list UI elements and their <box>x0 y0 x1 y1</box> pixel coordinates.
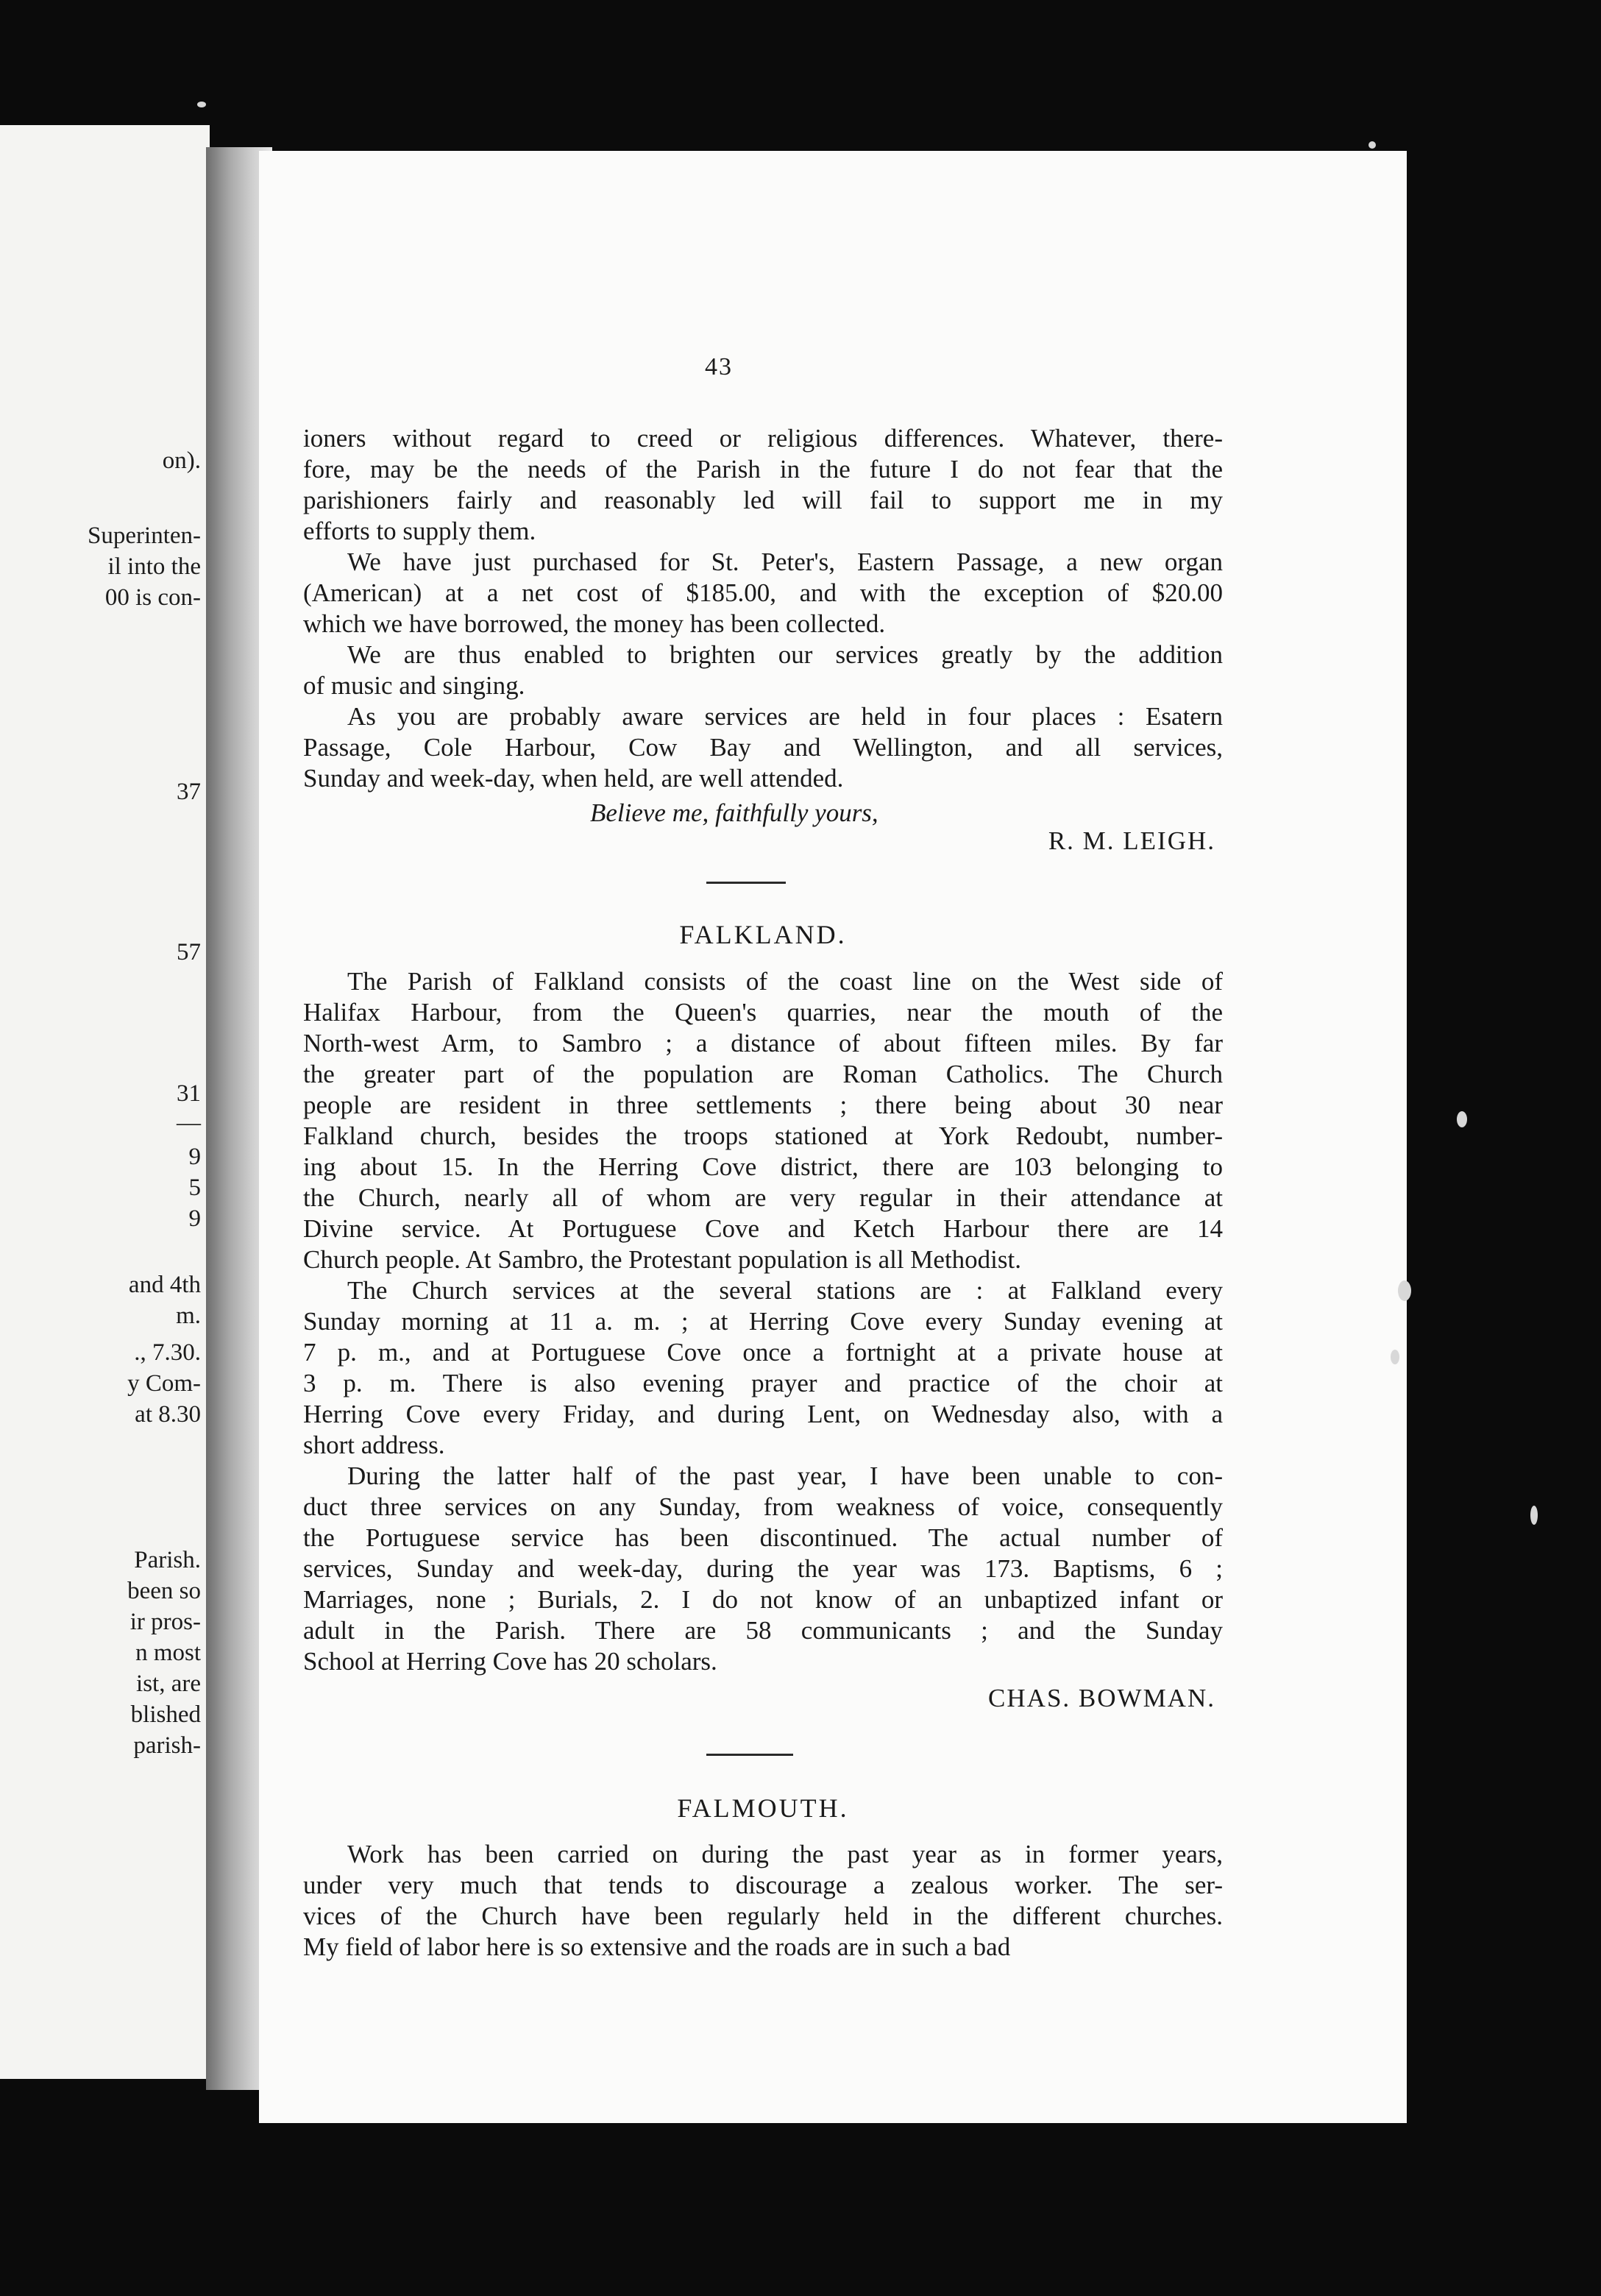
text-line: the Church, nearly all of whom are very regular in their attendance at <box>303 1183 1223 1212</box>
text-line: The Parish of Falkland consists of the coast line on the West side of <box>347 967 1223 996</box>
text-line: Falkland church, besides the troops stationed at York Redoubt, number- <box>303 1122 1223 1150</box>
text-line: parishioners fairly and reasonably led will fail to support me in my <box>303 486 1223 514</box>
text-line: Halifax Harbour, from the Queen's quarries, near the mouth of the <box>303 998 1223 1027</box>
text-line: Divine service. At Portuguese Cove and Ketch Harbour there are 14 <box>303 1214 1223 1243</box>
leigh-paragraph-4 <box>303 701 1223 794</box>
text-line: fore, may be the needs of the Parish in the future I do not fear that the <box>303 455 1223 483</box>
text-line: Herring Cove every Friday, and during Lent, on Wednesday also, with a <box>303 1400 1223 1428</box>
text-line: efforts to supply them. <box>303 517 536 545</box>
left-page-fragment: ir pros- <box>129 1609 201 1635</box>
text-line: North-west Arm, to Sambro ; a distance of about fifteen miles. By far <box>303 1029 1223 1057</box>
text-line: Sunday and week-day, when held, are well attended. <box>303 764 844 793</box>
left-page-fragment: blished <box>130 1701 201 1728</box>
section-divider <box>706 1754 793 1756</box>
text-line: My field of labor here is so extensive and the roads are in such a bad <box>303 1932 1011 1961</box>
dust-speck <box>1391 1350 1399 1364</box>
text-line: ioners without regard to creed or religious differences. Whatever, there- <box>303 424 1223 453</box>
dust-speck <box>1398 1280 1411 1301</box>
left-page-fragment: ist, are <box>136 1670 201 1697</box>
dust-speck <box>1369 141 1376 149</box>
dust-speck <box>1457 1111 1467 1127</box>
left-page <box>0 125 210 2079</box>
right-page <box>259 151 1407 2123</box>
falkland-paragraph-1 <box>303 966 1223 1275</box>
left-page-fragment: n most <box>135 1640 201 1666</box>
left-page-fragment: ., 7.30. <box>134 1339 201 1366</box>
left-page-fragment: 9 <box>188 1144 201 1170</box>
text-line: Church people. At Sambro, the Protestant population is all Methodist. <box>303 1245 1022 1274</box>
left-page-fragment: — <box>177 1110 201 1136</box>
heading-falkland: FALKLAND. <box>679 920 847 949</box>
text-line: short address. <box>303 1431 445 1459</box>
falmouth-paragraph-1 <box>303 1839 1223 1963</box>
text-line: the Portuguese service has been discontinued. The actual number of <box>303 1523 1223 1552</box>
left-page-fragment: 31 <box>177 1080 201 1107</box>
left-page-fragment: 57 <box>177 939 201 965</box>
left-page-fragment: 9 <box>188 1205 201 1232</box>
falkland-paragraph-2 <box>303 1275 1223 1461</box>
signature-leigh: R. M. LEIGH. <box>1048 826 1215 855</box>
text-line: 3 p. m. There is also evening prayer and practice of the choir at <box>303 1369 1223 1397</box>
closing-line: Believe me, faithfully yours, <box>590 798 878 827</box>
text-line: ing about 15. In the Herring Cove district, there are 103 belonging to <box>303 1152 1223 1181</box>
dust-speck <box>1530 1506 1538 1525</box>
left-page-fragment: m. <box>176 1303 201 1329</box>
left-page-fragment: parish- <box>133 1732 201 1759</box>
text-line: School at Herring Cove has 20 scholars. <box>303 1647 717 1676</box>
left-page-fragment: 5 <box>188 1174 201 1201</box>
section-divider <box>706 882 786 884</box>
page-number: 43 <box>705 353 733 380</box>
left-page-fragment: 00 is con- <box>104 584 201 611</box>
text-line: under very much that tends to discourage a zealous worker. The ser- <box>303 1871 1223 1899</box>
leigh-paragraph-2 <box>303 547 1223 639</box>
dust-speck <box>197 102 206 107</box>
left-page-fragment: il into the <box>107 553 201 580</box>
text-line: duct three services on any Sunday, from weakness of voice, consequently <box>303 1492 1223 1521</box>
text-line: We have just purchased for St. Peter's, Eastern Passage, a new organ <box>347 548 1223 576</box>
text-line: As you are probably aware services are held in four places : Esatern <box>347 702 1223 731</box>
text-line: people are resident in three settlements ; there being about 30 near <box>303 1091 1223 1119</box>
left-page-fragment: at 8.30 <box>135 1401 201 1428</box>
text-line: Sunday morning at 11 a. m. ; at Herring Cove every Sunday evening at <box>303 1307 1223 1336</box>
text-line: which we have borrowed, the money has been collected. <box>303 609 886 638</box>
text-line: vices of the Church have been regularly held in the different churches. <box>303 1902 1223 1930</box>
left-page-fragment: Superinten- <box>88 522 201 549</box>
text-line: (American) at a net cost of $185.00, and with the exception of $20.00 <box>303 578 1223 607</box>
leigh-paragraph-3 <box>303 639 1223 701</box>
left-page-fragment: on). <box>162 447 201 474</box>
text-line: of music and singing. <box>303 671 525 700</box>
text-line: 7 p. m., and at Portuguese Cove once a fortnight at a private house at <box>303 1338 1223 1367</box>
falkland-paragraph-3 <box>303 1461 1223 1677</box>
text-line: Work has been carried on during the past year as in former years, <box>347 1840 1223 1868</box>
left-page-fragment: and 4th <box>128 1272 201 1298</box>
text-line: the greater part of the population are Roman Catholics. The Church <box>303 1060 1223 1088</box>
text-line: During the latter half of the past year, I have been unable to con- <box>347 1461 1223 1490</box>
text-line: The Church services at the several stations are : at Falkland every <box>347 1276 1223 1305</box>
left-page-fragment: Parish. <box>134 1547 201 1573</box>
left-page-fragment: 37 <box>177 779 201 805</box>
text-line: We are thus enabled to brighten our services greatly by the addition <box>347 640 1223 669</box>
signature-bowman: CHAS. BOWMAN. <box>988 1684 1215 1712</box>
text-line: Marriages, none ; Burials, 2. I do not know of an unbaptized infant or <box>303 1585 1223 1614</box>
text-line: services, Sunday and week-day, during the year was 173. Baptisms, 6 ; <box>303 1554 1223 1583</box>
leigh-paragraph-1 <box>303 423 1223 547</box>
text-line: adult in the Parish. There are 58 communicants ; and the Sunday <box>303 1616 1223 1645</box>
heading-falmouth: FALMOUTH. <box>677 1793 849 1823</box>
text-line: Passage, Cole Harbour, Cow Bay and Wellington, and all services, <box>303 733 1223 762</box>
left-page-fragment: y Com- <box>127 1370 201 1397</box>
left-page-fragment: been so <box>127 1578 201 1604</box>
